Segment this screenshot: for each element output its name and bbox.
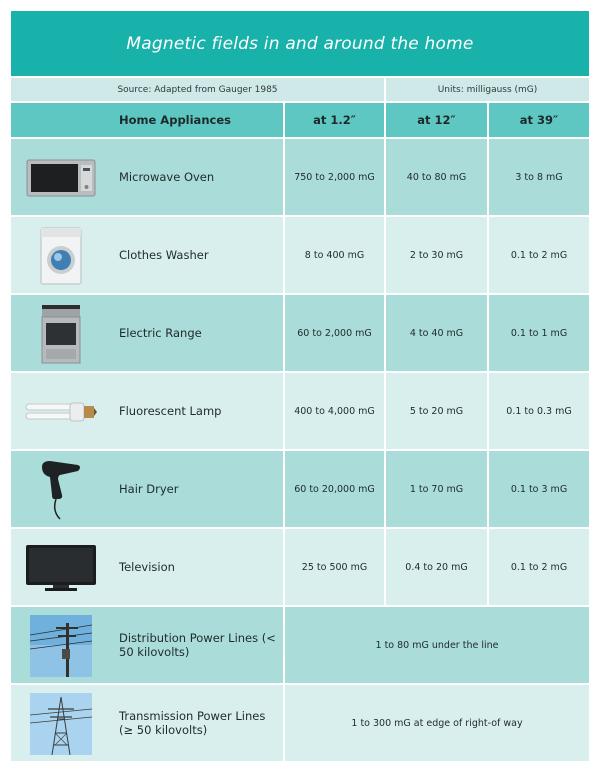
table-row <box>11 449 589 527</box>
value-3: 0.1 to 2 mG <box>487 527 589 605</box>
appliance-label: Fluorescent Lamp <box>119 404 222 418</box>
value-2: 0.4 to 20 mG <box>384 527 487 605</box>
power-line-label: Distribution Power Lines (< 50 kilovolts) <box>119 631 276 659</box>
transmission-tower-icon <box>21 693 101 755</box>
television-icon <box>21 537 101 599</box>
table-row <box>11 683 589 761</box>
table-title: Magnetic fields in and around the home <box>11 11 589 76</box>
value-2: 1 to 70 mG <box>384 449 487 527</box>
table-row <box>11 137 589 215</box>
value-2: 4 to 40 mG <box>384 293 487 371</box>
appliance-label: Electric Range <box>119 326 202 340</box>
table-row <box>11 215 589 293</box>
header-distance-3: at 39″ <box>487 101 589 137</box>
value-1: 60 to 20,000 mG <box>283 449 384 527</box>
appliance-label: Hair Dryer <box>119 482 179 496</box>
table-row <box>11 605 589 683</box>
table-row <box>11 293 589 371</box>
value-3: 3 to 8 mG <box>487 137 589 215</box>
header-row <box>11 101 589 137</box>
header-distance-1: at 1.2″ <box>283 101 384 137</box>
value-1: 8 to 400 mG <box>283 215 384 293</box>
power-line-value: 1 to 300 mG at edge of right-of way <box>283 683 589 761</box>
value-2: 2 to 30 mG <box>384 215 487 293</box>
microwave-icon <box>21 147 101 209</box>
appliance-label: Microwave Oven <box>119 170 215 184</box>
range-icon <box>21 303 101 365</box>
value-2: 5 to 20 mG <box>384 371 487 449</box>
power-line-value: 1 to 80 mG under the line <box>283 605 589 683</box>
value-3: 0.1 to 0.3 mG <box>487 371 589 449</box>
value-3: 0.1 to 2 mG <box>487 215 589 293</box>
value-2: 40 to 80 mG <box>384 137 487 215</box>
table-row <box>11 527 589 605</box>
value-1: 750 to 2,000 mG <box>283 137 384 215</box>
power-line-label: Transmission Power Lines (≥ 50 kilovolts) <box>119 709 266 737</box>
washer-icon <box>21 225 101 287</box>
hair-dryer-icon <box>21 459 101 521</box>
value-1: 60 to 2,000 mG <box>283 293 384 371</box>
header-appliances: Home Appliances <box>11 101 283 137</box>
value-1: 25 to 500 mG <box>283 527 384 605</box>
value-3: 0.1 to 1 mG <box>487 293 589 371</box>
appliance-label: Television <box>119 560 175 574</box>
table-row <box>11 371 589 449</box>
distribution-pole-icon <box>21 615 101 677</box>
header-distance-2: at 12″ <box>384 101 487 137</box>
value-1: 400 to 4,000 mG <box>283 371 384 449</box>
source-note: Source: Adapted from Gauger 1985 <box>117 84 278 95</box>
lamp-icon <box>21 381 101 443</box>
units-note: Units: milligauss (mG) <box>384 78 589 101</box>
source-row <box>11 76 589 101</box>
magnetic-fields-table <box>11 11 589 760</box>
appliance-label: Clothes Washer <box>119 248 209 262</box>
value-3: 0.1 to 3 mG <box>487 449 589 527</box>
